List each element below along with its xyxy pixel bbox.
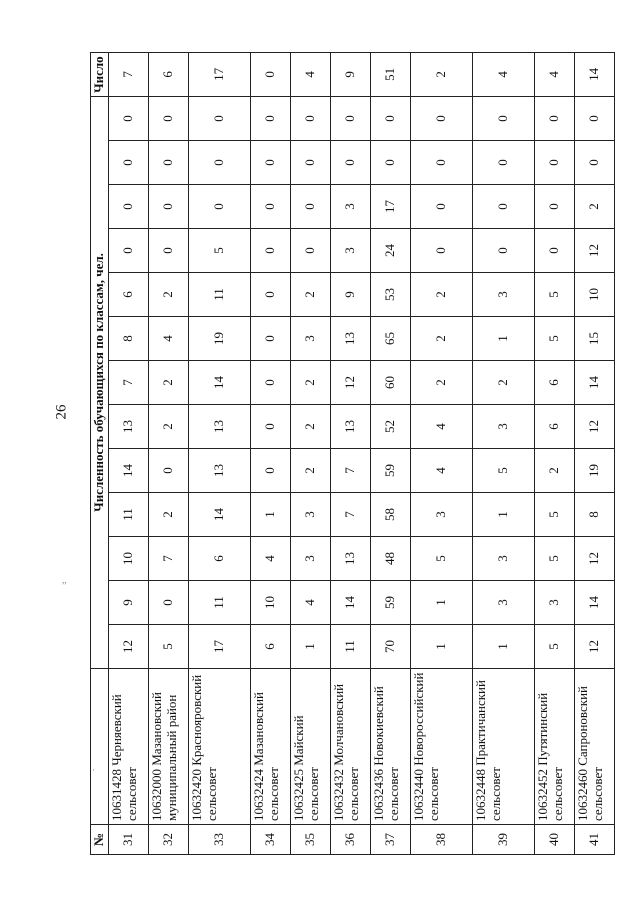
- grade-count-cell: 17: [189, 625, 251, 669]
- grade-count-cell: 3: [331, 229, 371, 273]
- grade-count-cell: 7: [109, 361, 149, 405]
- table-row: [473, 52, 535, 854]
- grade-count-cell: 12: [575, 537, 615, 581]
- municipality-name: 10632460 Сапроновский сельсовет: [575, 669, 615, 825]
- grade-count-cell: 0: [473, 96, 535, 140]
- grade-count-cell: 0: [473, 229, 535, 273]
- grade-count-cell: 6: [535, 361, 575, 405]
- table-row: [251, 52, 291, 854]
- grade-count-cell: 0: [411, 185, 473, 229]
- municipality-name: 10631428 Черняевский сельсовет: [109, 669, 149, 825]
- grade-count-cell: 5: [535, 625, 575, 669]
- row-number: 37: [371, 825, 411, 855]
- grade-count-cell: 7: [149, 537, 189, 581]
- table-row: [109, 52, 149, 854]
- grade-count-cell: 59: [371, 581, 411, 625]
- grade-count-cell: 10: [575, 273, 615, 317]
- municipality-name: 10632452 Путятинский сельсовет: [535, 669, 575, 825]
- grade-count-cell: 13: [331, 405, 371, 449]
- grade-count-cell: 2: [411, 317, 473, 361]
- grade-count-cell: 3: [291, 537, 331, 581]
- grade-count-cell: 0: [149, 581, 189, 625]
- page-number: [52, 392, 72, 432]
- grade-count-cell: 1: [411, 581, 473, 625]
- grade-count-cell: 7: [331, 493, 371, 537]
- grade-count-cell: 12: [331, 361, 371, 405]
- grade-count-cell: 0: [149, 229, 189, 273]
- row-number: 41: [575, 825, 615, 855]
- grade-count-cell: 2: [411, 361, 473, 405]
- grade-count-cell: 4: [411, 449, 473, 493]
- grade-count-cell: 2: [149, 493, 189, 537]
- grade-count-cell: 0: [535, 96, 575, 140]
- grade-count-cell: 0: [411, 229, 473, 273]
- grade-count-cell: 6: [251, 625, 291, 669]
- grade-count-cell: 17: [371, 185, 411, 229]
- grade-count-cell: 65: [371, 317, 411, 361]
- municipality-name: 10632448 Практичанский сельсовет: [473, 669, 535, 825]
- row-number: 32: [149, 825, 189, 855]
- header-num: №: [91, 825, 109, 855]
- table-row: [411, 52, 473, 854]
- grade-count-cell: 13: [109, 405, 149, 449]
- grade-count-cell: 52: [371, 405, 411, 449]
- grade-count-cell: 9: [331, 273, 371, 317]
- grade-count-cell: 9: [331, 52, 371, 96]
- grade-count-cell: 14: [575, 361, 615, 405]
- grade-count-cell: 2: [535, 449, 575, 493]
- grade-count-cell: 3: [331, 185, 371, 229]
- grade-count-cell: 0: [251, 141, 291, 185]
- grade-count-cell: 19: [189, 317, 251, 361]
- grade-count-cell: 0: [251, 273, 291, 317]
- rotated-table-wrapper: [90, 56, 605, 855]
- grade-count-cell: 2: [473, 361, 535, 405]
- grade-count-cell: 5: [535, 317, 575, 361]
- grade-count-cell: 19: [575, 449, 615, 493]
- grade-count-cell: 4: [473, 52, 535, 96]
- grade-count-cell: 0: [291, 185, 331, 229]
- table-row: [149, 52, 189, 854]
- grade-count-cell: 15: [575, 317, 615, 361]
- grade-count-cell: 60: [371, 361, 411, 405]
- grade-count-cell: 70: [371, 625, 411, 669]
- grade-count-cell: 13: [189, 405, 251, 449]
- grade-count-cell: 0: [149, 141, 189, 185]
- grade-count-cell: 0: [149, 449, 189, 493]
- grade-count-cell: 17: [189, 52, 251, 96]
- grade-count-cell: 5: [535, 273, 575, 317]
- grade-count-cell: 8: [109, 317, 149, 361]
- students-by-grade-table: [90, 52, 615, 855]
- grade-count-cell: 0: [109, 185, 149, 229]
- header-group-title: Численность обучающихся по классам, чел.: [91, 96, 109, 668]
- grade-count-cell: 0: [251, 185, 291, 229]
- grade-count-cell: 3: [473, 405, 535, 449]
- grade-count-cell: 5: [535, 537, 575, 581]
- table-row: [291, 52, 331, 854]
- grade-count-cell: 5: [149, 625, 189, 669]
- row-number: 36: [331, 825, 371, 855]
- grade-count-cell: 2: [291, 405, 331, 449]
- grade-count-cell: 0: [149, 185, 189, 229]
- municipality-name: 10632436 Новокиевский сельсовет: [371, 669, 411, 825]
- grade-count-cell: 6: [535, 405, 575, 449]
- municipality-name: 10632432 Молчановский сельсовет: [331, 669, 371, 825]
- grade-count-cell: 0: [251, 229, 291, 273]
- grade-count-cell: 4: [291, 581, 331, 625]
- grade-count-cell: 7: [109, 52, 149, 96]
- page-number-text: 26: [53, 404, 70, 420]
- grade-count-cell: 3: [473, 537, 535, 581]
- grade-count-cell: 0: [251, 52, 291, 96]
- grade-count-cell: 0: [149, 96, 189, 140]
- grade-count-cell: 0: [251, 317, 291, 361]
- grade-count-cell: 0: [109, 96, 149, 140]
- grade-count-cell: 2: [291, 273, 331, 317]
- grade-count-cell: 0: [251, 405, 291, 449]
- grade-count-cell: 14: [189, 361, 251, 405]
- municipality-name: 10632425 Майский сельсовет: [291, 669, 331, 825]
- grade-count-cell: 9: [109, 581, 149, 625]
- municipality-name: 10632424 Мазановский сельсовет: [251, 669, 291, 825]
- grade-count-cell: 6: [109, 273, 149, 317]
- table-row: [535, 52, 575, 854]
- grade-count-cell: 14: [189, 493, 251, 537]
- grade-count-cell: 14: [331, 581, 371, 625]
- grade-count-cell: 0: [109, 141, 149, 185]
- grade-count-cell: 12: [109, 625, 149, 669]
- grade-count-cell: 13: [189, 449, 251, 493]
- row-number: 38: [411, 825, 473, 855]
- grade-count-cell: 3: [473, 581, 535, 625]
- grade-count-cell: 0: [109, 229, 149, 273]
- municipality-name: 10632000 Мазановский муниципальный район: [149, 669, 189, 825]
- grade-count-cell: 0: [291, 229, 331, 273]
- grade-count-cell: 0: [371, 96, 411, 140]
- grade-count-cell: 2: [149, 273, 189, 317]
- grade-count-cell: 4: [251, 537, 291, 581]
- grade-count-cell: 0: [189, 96, 251, 140]
- grade-count-cell: 0: [291, 141, 331, 185]
- grade-count-cell: 0: [473, 185, 535, 229]
- grade-count-cell: 2: [291, 361, 331, 405]
- grade-count-cell: 12: [575, 405, 615, 449]
- grade-count-cell: 0: [291, 96, 331, 140]
- header-last-col: Число: [91, 52, 109, 96]
- grade-count-cell: 14: [109, 449, 149, 493]
- grade-count-cell: 2: [291, 449, 331, 493]
- grade-count-cell: 8: [575, 493, 615, 537]
- grade-count-cell: 5: [473, 449, 535, 493]
- grade-count-cell: 0: [331, 96, 371, 140]
- table-row: [371, 52, 411, 854]
- grade-count-cell: 0: [251, 449, 291, 493]
- grade-count-cell: 0: [371, 141, 411, 185]
- grade-count-cell: 1: [473, 317, 535, 361]
- grade-count-cell: 59: [371, 449, 411, 493]
- grade-count-cell: 7: [331, 449, 371, 493]
- municipality-name: 10632440 Новороссийский сельсовет: [411, 669, 473, 825]
- grade-count-cell: 0: [411, 96, 473, 140]
- grade-count-cell: 11: [331, 625, 371, 669]
- grade-count-cell: 0: [473, 141, 535, 185]
- grade-count-cell: 10: [251, 581, 291, 625]
- table-row: [575, 52, 615, 854]
- grade-count-cell: 3: [291, 493, 331, 537]
- grade-count-cell: 53: [371, 273, 411, 317]
- grade-count-cell: 51: [371, 52, 411, 96]
- grade-count-cell: 5: [411, 537, 473, 581]
- scan-speck: ,,: [62, 575, 67, 585]
- header-name: [91, 669, 109, 825]
- grade-count-cell: 0: [575, 141, 615, 185]
- row-number: 39: [473, 825, 535, 855]
- grade-count-cell: 0: [189, 185, 251, 229]
- grade-count-cell: 0: [251, 361, 291, 405]
- grade-count-cell: 13: [331, 537, 371, 581]
- grade-count-cell: 14: [575, 52, 615, 96]
- row-number: 31: [109, 825, 149, 855]
- grade-count-cell: 4: [411, 405, 473, 449]
- grade-count-cell: 0: [251, 96, 291, 140]
- grade-count-cell: 11: [189, 273, 251, 317]
- grade-count-cell: 3: [411, 493, 473, 537]
- grade-count-cell: 2: [575, 185, 615, 229]
- grade-count-cell: 5: [535, 493, 575, 537]
- grade-count-cell: 1: [473, 625, 535, 669]
- grade-count-cell: 0: [575, 96, 615, 140]
- grade-count-cell: 6: [189, 537, 251, 581]
- row-number: 40: [535, 825, 575, 855]
- grade-count-cell: 1: [411, 625, 473, 669]
- grade-count-cell: 0: [535, 141, 575, 185]
- grade-count-cell: 2: [411, 52, 473, 96]
- grade-count-cell: 6: [149, 52, 189, 96]
- grade-count-cell: 1: [291, 625, 331, 669]
- grade-count-cell: 0: [411, 141, 473, 185]
- grade-count-cell: 14: [575, 581, 615, 625]
- grade-count-cell: 4: [291, 52, 331, 96]
- grade-count-cell: 2: [149, 361, 189, 405]
- grade-count-cell: 3: [291, 317, 331, 361]
- grade-count-cell: 1: [251, 493, 291, 537]
- grade-count-cell: 0: [189, 141, 251, 185]
- grade-count-cell: 0: [535, 229, 575, 273]
- grade-count-cell: 0: [535, 185, 575, 229]
- grade-count-cell: 12: [575, 229, 615, 273]
- grade-count-cell: 3: [473, 273, 535, 317]
- table-row: [189, 52, 251, 854]
- table-row: [331, 52, 371, 854]
- grade-count-cell: 3: [535, 581, 575, 625]
- grade-count-cell: 4: [149, 317, 189, 361]
- grade-count-cell: 4: [535, 52, 575, 96]
- grade-count-cell: 10: [109, 537, 149, 581]
- grade-count-cell: 2: [149, 405, 189, 449]
- grade-count-cell: 1: [473, 493, 535, 537]
- row-number: 35: [291, 825, 331, 855]
- grade-count-cell: 11: [109, 493, 149, 537]
- grade-count-cell: 2: [411, 273, 473, 317]
- row-number: 33: [189, 825, 251, 855]
- grade-count-cell: 0: [331, 141, 371, 185]
- grade-count-cell: 5: [189, 229, 251, 273]
- grade-count-cell: 11: [189, 581, 251, 625]
- scan-speck: ·: [92, 765, 95, 775]
- grade-count-cell: 13: [331, 317, 371, 361]
- grade-count-cell: 58: [371, 493, 411, 537]
- grade-count-cell: 48: [371, 537, 411, 581]
- grade-count-cell: 24: [371, 229, 411, 273]
- grade-count-cell: 12: [575, 625, 615, 669]
- municipality-name: 10632420 Краснояровский сельсовет: [189, 669, 251, 825]
- row-number: 34: [251, 825, 291, 855]
